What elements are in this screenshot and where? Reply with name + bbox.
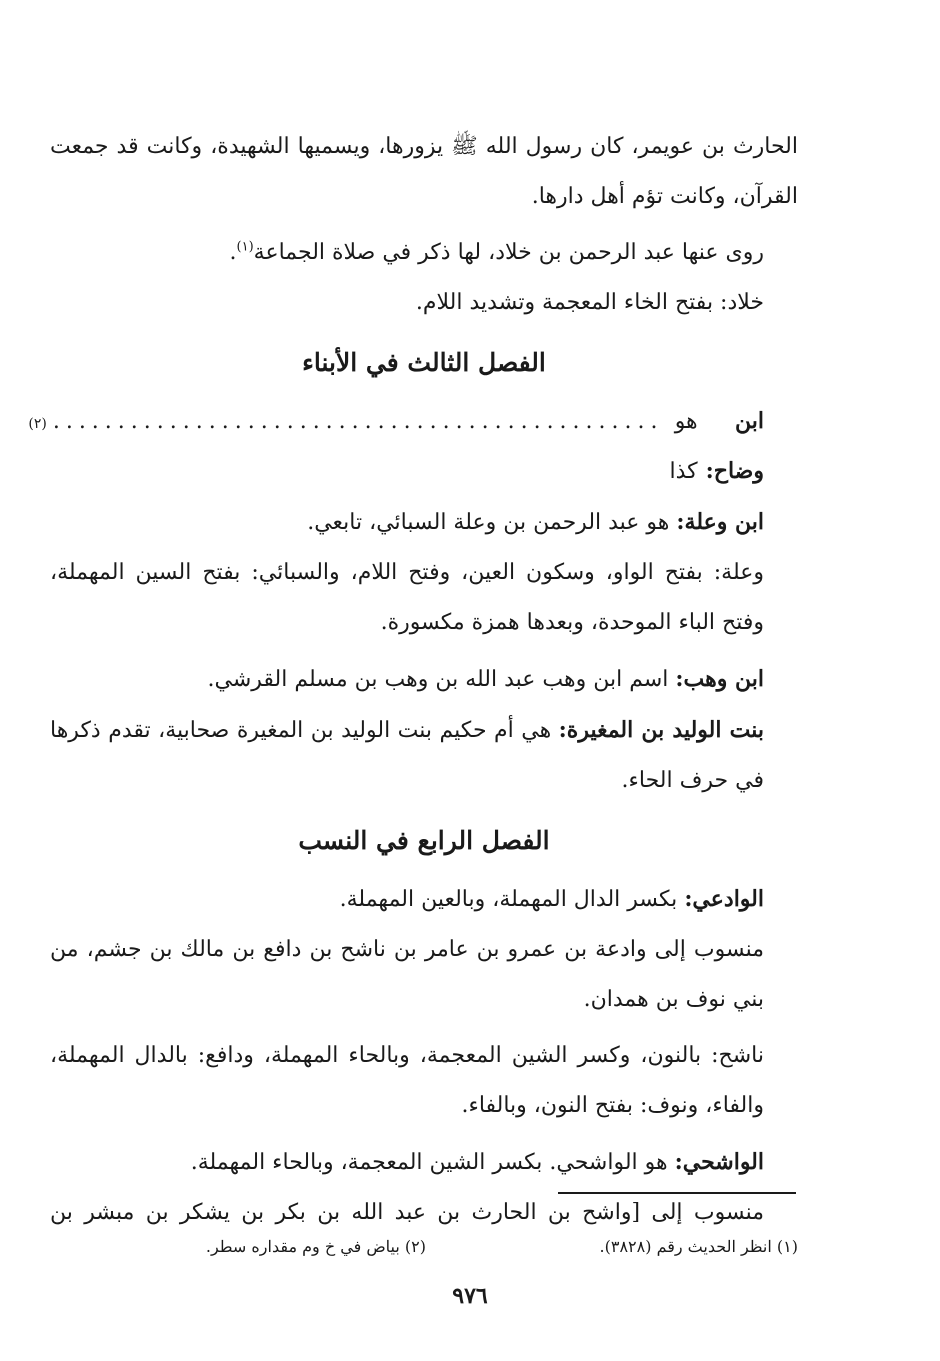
narration-text: روى عنها عبد الرحمن بن خلاد، لها ذكر في صلاة الجماعة — [253, 240, 764, 265]
text-washihi: هو الواشحي. بكسر الشين المعجمة، وبالحاء المهملة. — [190, 1150, 668, 1175]
section-heading-lineage: الفصل الرابع في النسب — [298, 826, 550, 855]
text-bint-walid: هي أم حكيم بنت الوليد بن المغيرة صحابية، تقدم ذكرها في حرف الحاء. — [50, 718, 764, 793]
main-text — [28, 122, 798, 1238]
text-wadii: بكسر الدال المهملة، وبالعين المهملة. — [339, 887, 678, 912]
footnote-divider — [558, 1192, 796, 1194]
term-bint-walid: بنت الوليد بن المغيرة: — [558, 717, 764, 743]
text-ibn-ulah: هو عبد الرحمن بن وعلة السبائي، تابعي. — [307, 510, 670, 535]
footnote-2: (٢) بياض في خ وم مقداره سطر. — [205, 1237, 426, 1256]
section-heading-sons: الفصل الثالث في الأبناء — [302, 348, 546, 377]
paragraph-washihi-lineage: منسوب إلى [واشح بن الحارث بن عبد الله بن بكر بن يشكر بن مبشر بن — [50, 1200, 764, 1225]
term-ibn-wahb: ابن وهب: — [675, 666, 764, 692]
page-number: ٩٧٦ — [452, 1283, 488, 1309]
entry-wadii — [50, 874, 798, 925]
entry-washihi — [50, 1137, 798, 1188]
entry-bint-walid — [50, 705, 798, 806]
text-ibn-waddah: هو كذا — [669, 409, 698, 484]
footnote-ref-2: (٢) — [28, 416, 47, 432]
term-ibn-ulah: ابن وعلة: — [676, 509, 764, 535]
paragraph-harith: الحارث بن عويمر، كان رسول الله ﷺ يزورها، ويسميها الشهيدة، وكانت قد جمعت القرآن، وكانت تؤم أهل دارها. — [50, 134, 798, 209]
paragraph-narration — [50, 228, 798, 278]
paragraph-ulah-note: وعلة: بفتح الواو، وسكون العين، وفتح اللام، والسبائي: بفتح السين المهملة، وفتح الباء الموحدة، وبعدها همزة مكسورة. — [50, 560, 764, 635]
text-ibn-wahb: اسم ابن وهب عبد الله بن وهب بن مسلم القرشي. — [207, 667, 669, 692]
paragraph-wadii-lineage: منسوب إلى وادعة بن عمرو بن عامر بن ناشح بن دافع بن مالك بن جشم، من بني نوف بن همدان. — [50, 937, 764, 1012]
footnote-mark-1: (١) — [236, 239, 254, 255]
entry-ibn-wahb — [50, 654, 798, 705]
paragraph-nashih-note: ناشح: بالنون، وكسر الشين المعجمة، وبالحاء المهملة، ودافع: بالدال المهملة، والفاء، ونوف: بفتح النون، وبالفاء. — [50, 1043, 764, 1118]
term-washihi: الواشحي: — [674, 1149, 764, 1175]
paragraph-khallad: خلاد: بفتح الخاء المعجمة وتشديد اللام. — [415, 290, 764, 315]
dotted-leader: ............................................... — [52, 409, 664, 434]
entry-ibn-waddah — [28, 396, 798, 497]
footnote-1: (١) انظر الحديث رقم (٣٨٢٨). — [599, 1237, 798, 1256]
narration-end: . — [229, 240, 237, 265]
entry-ibn-ulah — [50, 497, 798, 548]
term-ibn-waddah: ابن وضاح: — [705, 408, 764, 484]
term-wadii: الوادعي: — [684, 886, 764, 912]
